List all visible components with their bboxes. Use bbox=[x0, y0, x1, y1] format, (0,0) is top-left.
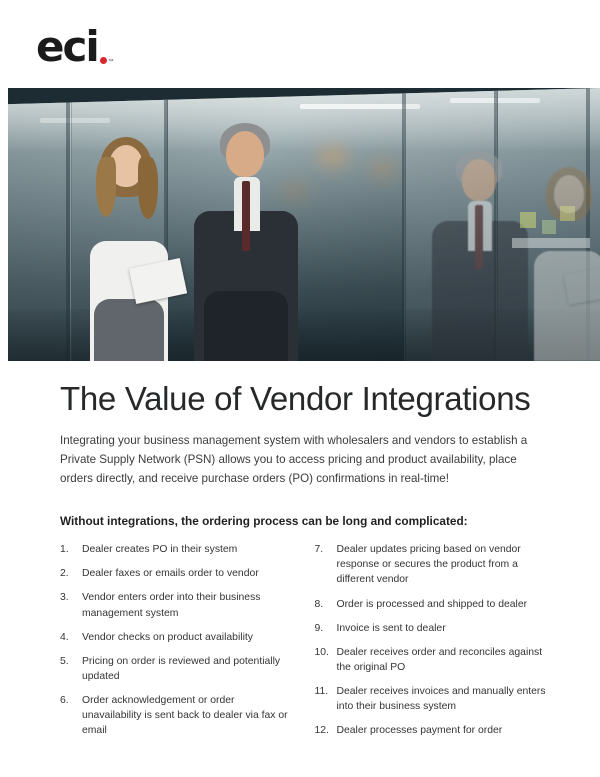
person-woman-reflection bbox=[528, 161, 600, 361]
step-text: Dealer updates pricing based on vendor response or secures the product from a different vendor bbox=[336, 544, 521, 586]
list-item bbox=[60, 630, 293, 645]
person-man-reflection bbox=[430, 147, 542, 361]
section-subheading: Without integrations, the ordering process can be long and complicated: bbox=[60, 514, 468, 529]
list-item bbox=[60, 566, 293, 581]
step-number: 2. bbox=[60, 568, 69, 580]
head bbox=[226, 131, 264, 177]
necktie bbox=[242, 181, 250, 251]
person-woman-foreground bbox=[78, 131, 188, 361]
suit-trousers bbox=[204, 291, 288, 361]
step-number: 8. bbox=[314, 598, 324, 610]
trousers bbox=[94, 299, 164, 361]
step-number: 3. bbox=[60, 592, 69, 604]
person-man-foreground bbox=[190, 121, 320, 361]
list-item bbox=[315, 597, 548, 612]
step-number: 7. bbox=[314, 544, 324, 556]
list-item bbox=[315, 621, 548, 636]
list-item bbox=[60, 654, 293, 684]
step-number: 1. bbox=[60, 544, 69, 556]
step-number: 4. bbox=[60, 631, 69, 643]
intro-paragraph: Integrating your business management system with wholesalers and vendors to establish a Private Supply Network (PSN) allows you to access pricing and product availability, place orders directly, and receive purchase orders (PO) confirmations in real-time! bbox=[60, 433, 528, 485]
desk-surface bbox=[512, 238, 590, 248]
logo-dot-icon bbox=[100, 57, 107, 64]
step-number: 10. bbox=[314, 646, 329, 658]
hair-strand bbox=[138, 157, 158, 219]
step-number: 9. bbox=[314, 622, 324, 634]
hair-strand bbox=[96, 157, 116, 217]
step-text: Dealer faxes or emails order to vendor bbox=[82, 568, 259, 580]
step-text: Dealer creates PO in their system bbox=[82, 544, 238, 556]
step-text: Order is processed and shipped to dealer bbox=[336, 598, 528, 610]
logo-trademark: ™ bbox=[107, 59, 114, 65]
background-light-glow bbox=[318, 148, 348, 166]
page-title: The Value of Vendor Integrations bbox=[60, 380, 531, 417]
step-text: Dealer receives order and reconciles against the original PO bbox=[336, 646, 543, 673]
hero-edge-mask bbox=[0, 88, 8, 361]
list-item bbox=[315, 542, 548, 587]
sticky-note bbox=[542, 220, 556, 234]
process-steps bbox=[60, 542, 547, 747]
list-item bbox=[60, 542, 293, 557]
step-text: Dealer receives invoices and manually enters into their business system bbox=[336, 685, 546, 712]
logo-wordmark: eci bbox=[36, 22, 98, 71]
step-number: 6. bbox=[60, 694, 69, 706]
step-number: 11. bbox=[314, 685, 329, 697]
step-text: Order acknowledgement or order unavailability is sent back to dealer via fax or email bbox=[82, 694, 288, 736]
list-item bbox=[60, 590, 293, 620]
step-number: 5. bbox=[60, 655, 69, 667]
background-light-glow bbox=[372, 162, 394, 176]
list-item bbox=[315, 723, 548, 738]
step-text: Dealer processes payment for order bbox=[336, 724, 503, 736]
sticky-note bbox=[520, 212, 536, 228]
hero-image bbox=[0, 88, 600, 361]
step-text: Vendor enters order into their business management system bbox=[82, 592, 261, 619]
head bbox=[462, 159, 496, 201]
sticky-note bbox=[560, 206, 575, 221]
list-item bbox=[60, 693, 293, 738]
steps-list-left bbox=[60, 542, 293, 738]
step-text: Vendor checks on product availability bbox=[82, 631, 253, 643]
step-number: 12. bbox=[314, 724, 329, 736]
step-text: Pricing on order is reviewed and potentially updated bbox=[82, 655, 281, 682]
document-body bbox=[60, 380, 547, 747]
process-steps-column-right bbox=[315, 542, 548, 747]
list-item bbox=[315, 684, 548, 714]
process-steps-column-left bbox=[60, 542, 293, 747]
list-item bbox=[315, 645, 548, 675]
step-text: Invoice is sent to dealer bbox=[336, 622, 446, 634]
necktie bbox=[475, 205, 483, 269]
brand-logo bbox=[36, 22, 114, 71]
hero-background bbox=[0, 88, 600, 361]
steps-list-right bbox=[315, 542, 548, 738]
blouse bbox=[534, 251, 600, 361]
document-paper bbox=[564, 267, 600, 304]
